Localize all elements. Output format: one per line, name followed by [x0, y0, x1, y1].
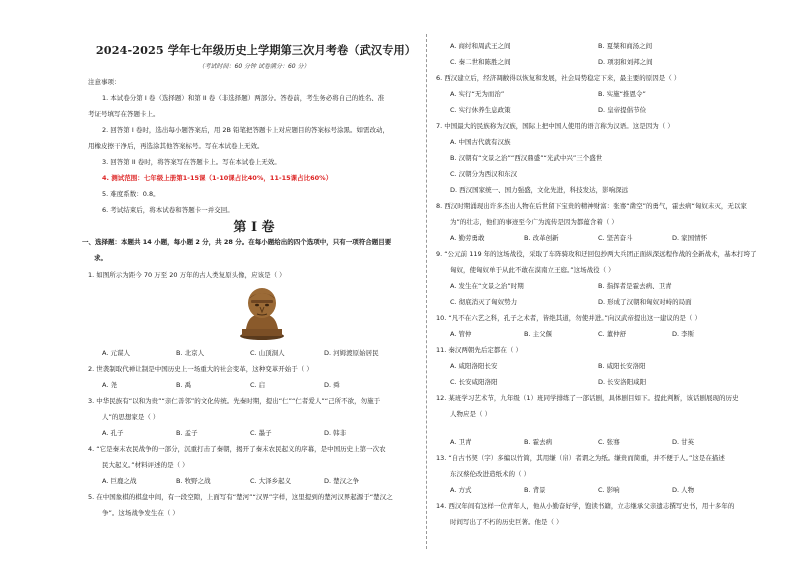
q7-option-c: C. 汉朝分为西汉和东汉	[450, 170, 518, 178]
q5-option-a: A. 商纣和周武王之间	[450, 42, 511, 50]
q1-option-d: D. 河姆渡原始居民	[324, 349, 379, 357]
q12-option-b: B. 霍去病	[524, 438, 553, 446]
q4-option-c: C. 大泽乡起义	[250, 477, 292, 485]
q11-option-a: A. 咸阳洛阳长安	[450, 362, 498, 370]
q12-option-c: C. 张骞	[598, 438, 620, 446]
q10-option-a: A. 管仲	[450, 330, 472, 338]
exam-title: 2024-2025 学年七年级历史上学期第三次月考卷（武汉专用）	[95, 43, 417, 57]
notice-line: 用橡皮擦干净后，再选涂其他答案标号。写在本试卷上无效。	[88, 142, 264, 150]
q10-option-d: D. 李斯	[672, 330, 695, 338]
q7-option-d: D. 西汉国家统一、国力强盛，文化先进，科技发达，影响深远	[450, 186, 629, 194]
q5-option-d: D. 项羽和刘邦之间	[598, 58, 653, 66]
question-1: 1. 如图所示为距今 70 万至 20 万年的古人类复原头像，应该是（ ）	[88, 271, 286, 279]
notice-line: 3. 回答第 II 卷时，将答案写在答题卡上。写在本试卷上无效。	[102, 158, 281, 166]
q11-option-b: B. 咸阳长安洛阳	[598, 362, 646, 370]
question-8: 8. 西汉时期涌现出许多杰出人物在后世留下宝贵的精神财富：张骞“凿空”的勇气，霍去病“匈奴未灭，无以家	[436, 202, 747, 210]
q13-option-a: A. 方式	[450, 486, 472, 494]
question-5: 5. 在中国象棋的棋盘中间，有一段空隙，上面写有“楚河”“汉界”字样，这里提到的楚河汉界起源于“楚汉之	[88, 493, 393, 501]
q10-option-b: B. 主父偃	[524, 330, 553, 338]
q8-option-d: D. 家国情怀	[672, 234, 708, 242]
q1-option-c: C. 山顶洞人	[250, 349, 285, 357]
question-3: 3. 中华民族有“以和为贵”“亲仁善邻”的文化传统。先秦时期，提出“仁”“仁者爱人”“己所不欲，勿施于	[88, 397, 381, 405]
question-13: 13. “自古书契（字）多编以竹简，其用缣（帛）者谓之为纸。缣贵而简重，并不便于人。”这是在描述	[436, 454, 725, 462]
q2-option-a: A. 尧	[102, 381, 117, 389]
q10-option-c: C. 董仲舒	[598, 330, 627, 338]
question-13-cont: 东汉蔡伦改进造纸术的（ ）	[450, 470, 531, 478]
column-divider	[426, 34, 427, 549]
question-12: 12. 某班学习艺术节，九年级（1）班同学排练了一部话剧，具体剧目如下。提此判断，该话剧展现的历史	[436, 394, 739, 402]
q8-option-b: B. 改革创新	[524, 234, 559, 242]
q7-option-a: A. 中国古代就有汉族	[450, 138, 511, 146]
exam-subtitle: （考试时间：60 分钟 试卷满分：60 分）	[198, 63, 310, 70]
hominid-bust-image	[236, 285, 288, 341]
q8-option-c: C. 坚苦奋斗	[598, 234, 633, 242]
question-2: 2. 世袭制取代禅让制是中国历史上一场重大的社会变革，这种变革开始于（ ）	[88, 365, 313, 373]
q12-option-d: D. 甘英	[672, 438, 695, 446]
q11-option-c: C. 长安咸阳洛阳	[450, 378, 498, 386]
q3-option-a: A. 孔子	[102, 429, 124, 437]
q6-option-c: C. 实行休养生息政策	[450, 106, 511, 114]
q1-option-a: A. 元谋人	[102, 349, 130, 357]
question-9-cont: 匈奴，使匈奴单于从此不敢在漠南立王庭。”这场战役（ ）	[450, 266, 615, 274]
q5-option-c: C. 秦二世和陈胜之间	[450, 58, 511, 66]
notice-difficulty: 5. 难度系数：0.8。	[102, 190, 160, 198]
q9-option-a: A. 发生在“文景之治”时期	[450, 282, 524, 290]
question-5-cont: 争”。这场战争发生在（ ）	[102, 509, 179, 517]
notice-line: 2. 回答第 I 卷时，选出每小题答案后，用 2B 铅笔把答题卡上对应题目的答案标号涂黑。如需改动，	[102, 126, 390, 134]
q4-option-b: B. 牧野之战	[176, 477, 211, 485]
question-12-cont: 人物应是（ ）	[450, 410, 492, 418]
question-7: 7. 中国最大的民族称为汉族，国际上把中国人使用的语言称为汉语。这是因为（ ）	[436, 122, 674, 130]
question-4-cont: 民大起义。”材料评述的是（ ）	[102, 461, 189, 469]
section-title: 第 I 卷	[233, 220, 275, 235]
question-11: 11. 秦汉两朝先后定都在（ ）	[436, 346, 522, 354]
q9-option-c: C. 彻底消灭了匈奴势力	[450, 298, 518, 306]
q8-option-a: A. 勤劳勇敢	[450, 234, 485, 242]
q2-option-d: D. 舜	[324, 381, 340, 389]
section-intro: 求。	[94, 254, 107, 262]
q3-option-d: D. 韩非	[324, 429, 347, 437]
question-10: 10. “凡不在六艺之科，孔子之术者，皆绝其道，勿使并进。”向汉武帝提出这一建议的是（ ）	[436, 314, 701, 322]
q13-option-b: B. 背景	[524, 486, 546, 494]
q1-option-b: B. 北京人	[176, 349, 205, 357]
question-14: 14. 西汉年间有这样一位青年人，他从小勤奋好学，饱读书籍，立志继承父亲遗志撰写史书，用十多年的	[436, 502, 735, 510]
question-6: 6. 西汉建立后，经济凋敝得以恢复和发展，社会局势稳定下来，最主要的原因是（ ）	[436, 74, 681, 82]
q2-option-c: C. 启	[250, 381, 266, 389]
q4-option-d: D. 楚汉之争	[324, 477, 360, 485]
notice-line: 考证号填写在答题卡上。	[88, 110, 160, 118]
question-9: 9. “公元前 119 年的这场战役，采取了车阵骑攻和迂回包抄两大兵团正面纵深远程作战的全新战术，基本打垮了	[436, 250, 757, 258]
question-3-cont: 人”的思想家是（ ）	[102, 413, 160, 421]
q11-option-d: D. 长安洛阳咸阳	[598, 378, 647, 386]
q2-option-b: B. 禹	[176, 381, 192, 389]
question-8-cont: 为”的壮志，他们的事迹至今广为流传是因为都蕴含着（ ）	[450, 218, 618, 226]
q3-option-c: C. 墨子	[250, 429, 272, 437]
question-4: 4. “它是秦末农民战争的一部分，沉重打击了秦朝，揭开了秦末农民起义的序幕，是中国历史上第一次农	[88, 445, 386, 453]
q13-option-c: C. 影响	[598, 486, 620, 494]
question-14-cont: 时间写出了不朽的历史巨著。他是（ ）	[450, 518, 563, 526]
notice-heading: 注意事项：	[88, 78, 121, 86]
q4-option-a: A. 巨鹿之战	[102, 477, 137, 485]
q5-option-b: B. 夏桀和商汤之间	[598, 42, 653, 50]
q6-option-a: A. 实行“无为而治”	[450, 90, 505, 98]
q12-option-a: A. 卫青	[450, 438, 472, 446]
notice-line: 1. 本试卷分第 I 卷（选择题）和第 II 卷（非选择题）两部分。答卷前，考生务必将自己的姓名、准	[102, 94, 385, 102]
q9-option-b: B. 指挥者是霍去病、卫青	[598, 282, 672, 290]
notice-scope: 4. 测试范围：七年级上册第1-15课（1-10课占比40%，11-15课占比60%）	[102, 174, 333, 182]
notice-line: 6. 考试结束后，将本试卷和答题卡一并交回。	[102, 206, 234, 214]
section-intro: 一、选择题：本题共 14 小题，每小题 2 分，共 28 分。在每小题给出的四个选项中，只有一项符合题目要	[82, 238, 392, 246]
q13-option-d: D. 人物	[672, 486, 695, 494]
q3-option-b: B. 孟子	[176, 429, 198, 437]
q9-option-d: D. 形成了汉朝和匈奴对峙的局面	[598, 298, 692, 306]
q7-option-b: B. 汉朝有“文景之治”“西汉鼎盛”“光武中兴”三个盛世	[450, 154, 603, 162]
q6-option-b: B. 实施“推恩令”	[598, 90, 646, 98]
q6-option-d: D. 皇帝提倡节俭	[598, 106, 647, 114]
